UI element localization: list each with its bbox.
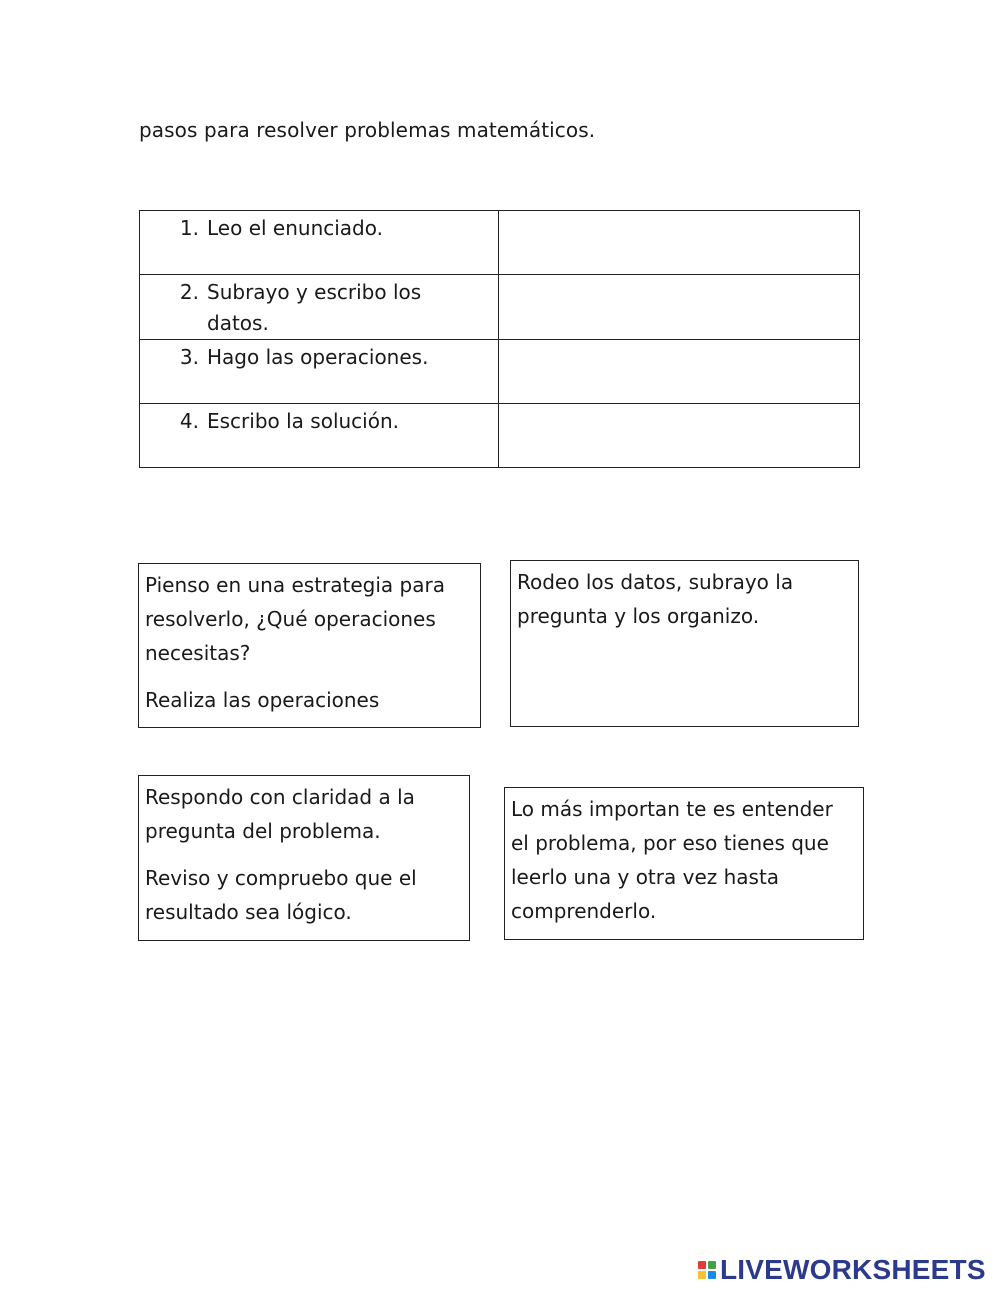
table-row [140,211,860,275]
liveworksheets-logo [698,1254,986,1286]
step-number: 4. [179,409,199,433]
card-text-line: leerlo una y otra vez hasta [511,865,780,889]
step-cell-3 [140,340,499,404]
answer-drop-zone-3[interactable] [498,340,859,404]
card-text-line: el problema, por eso tienes que [511,831,829,855]
card-paragraph [145,683,474,717]
card-text-line: Pienso en una estrategia para [145,573,445,597]
card-text-line: Respondo con claridad a la [145,785,415,809]
step-text: Hago las operaciones. [207,345,429,369]
card-paragraph [145,780,463,848]
draggable-card-strategy[interactable] [138,563,481,728]
draggable-card-understand[interactable] [504,787,864,940]
step-cell-2 [140,275,499,340]
logo-blocks-icon [698,1261,716,1279]
step-text-line: Subrayo y escribo los [207,280,422,304]
answer-drop-zone-1[interactable] [498,211,859,275]
answer-drop-zone-2[interactable] [498,275,859,340]
draggable-card-answer[interactable] [138,775,470,941]
step-text: Leo el enunciado. [207,216,383,240]
card-paragraph [145,861,463,929]
card-text-line: Reviso y compruebo que el [145,866,417,890]
draggable-card-data[interactable] [510,560,859,727]
card-paragraph [511,792,857,928]
step-number: 2. [179,280,199,304]
card-text-line: resultado sea lógico. [145,900,352,924]
card-paragraph [517,565,852,633]
step-number: 3. [179,345,199,369]
steps-table [139,210,860,468]
logo-block [708,1271,716,1279]
card-text-line: Realiza las operaciones [145,688,380,712]
card-text-line: Rodeo los datos, subrayo la [517,570,794,594]
card-text-line: resolverlo, ¿Qué operaciones [145,607,436,631]
table-row [140,340,860,404]
card-text-line: comprenderlo. [511,899,657,923]
card-text-line: Lo más importan te es entender [511,797,833,821]
card-text-line: pregunta y los organizo. [517,604,760,628]
step-cell-1 [140,211,499,275]
logo-block [708,1261,716,1269]
logo-text: LIVEWORKSHEETS [720,1254,986,1285]
logo-block [698,1261,706,1269]
step-text [207,277,498,339]
card-text-line: necesitas? [145,641,251,665]
answer-drop-zone-4[interactable] [498,404,859,468]
card-paragraph [145,568,474,670]
step-text-line: datos. [207,311,269,335]
page-title: pasos para resolver problemas matemáticos. [139,118,596,142]
step-number: 1. [179,216,199,240]
step-cell-4 [140,404,499,468]
card-text-line: pregunta del problema. [145,819,381,843]
step-text: Escribo la solución. [207,409,400,433]
table-row [140,275,860,340]
logo-block [698,1271,706,1279]
table-row [140,404,860,468]
